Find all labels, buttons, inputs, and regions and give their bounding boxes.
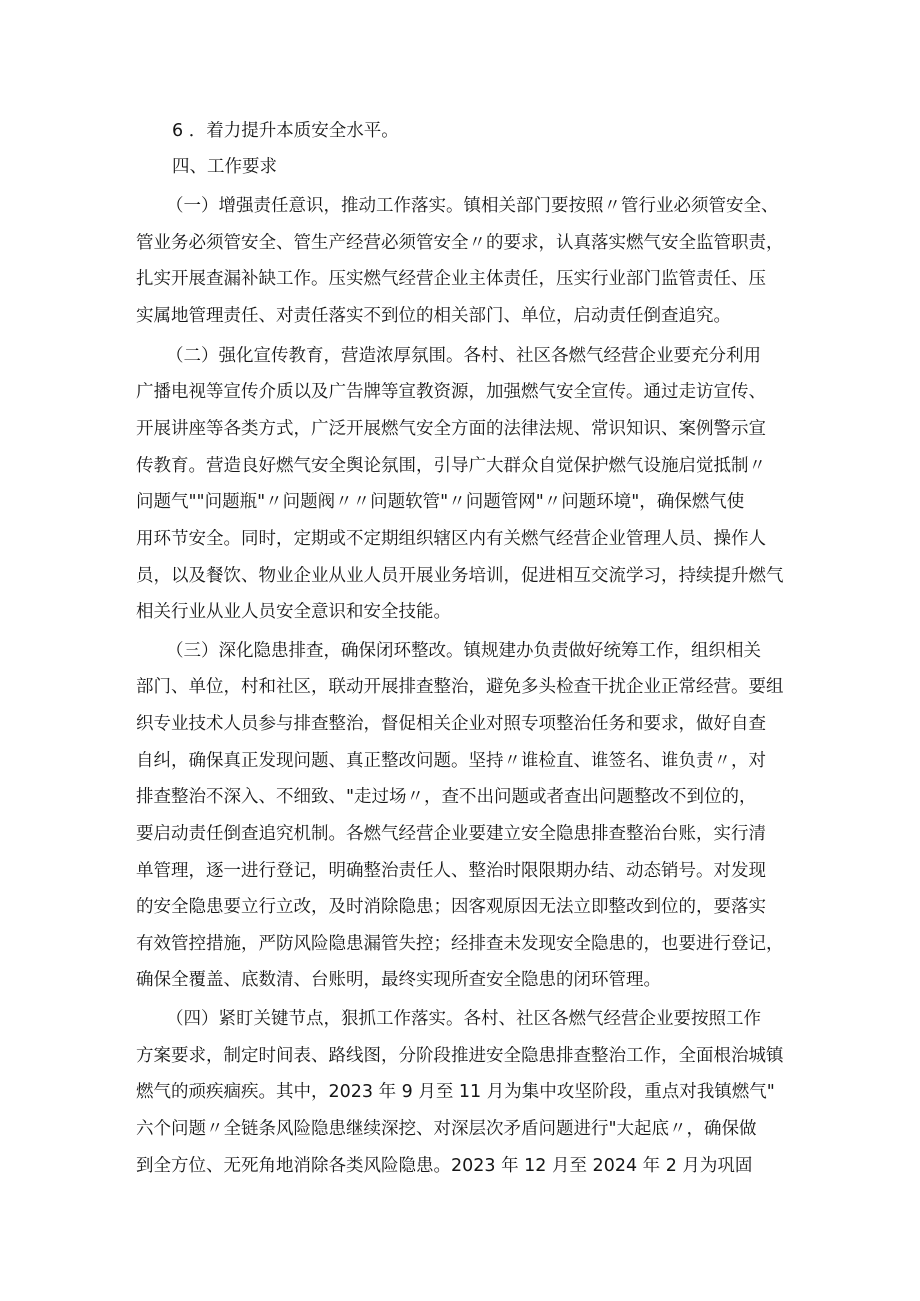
text-line	[0, 857, 920, 885]
text-line	[0, 893, 920, 921]
text-line	[0, 637, 920, 665]
text-line	[0, 415, 920, 443]
text-line-content: 6 ．着力提升本质安全水平。	[172, 121, 399, 141]
text-line	[0, 525, 920, 553]
text-line	[0, 562, 920, 590]
text-line-content: 方案要求，制定时间表、路线图，分阶段推进安全隐患排查整治工作，全面根治城镇	[136, 1046, 784, 1066]
text-line-content: 广播电视等宣传介质以及广告牌等宣教资源，加强燃气安全宣传。通过走访宣传、	[136, 382, 766, 402]
text-line	[0, 1005, 920, 1033]
text-line	[0, 710, 920, 738]
text-line-content: 燃气的顽疾痼疾。其中，2023 年 9 月至 11 月为集中攻坚阶段，重点对我镇燃气"	[136, 1082, 775, 1102]
text-line-content: 织专业技术人员参与排查整治，督促相关企业对照专项整治任务和要求，做好自查	[136, 714, 766, 734]
text-line-content: 排查整治不深入、不细致、"走过场〃，查不出问题或者查出问题整改不到位的，	[136, 787, 757, 807]
text-line	[0, 783, 920, 811]
text-line-content: （三）深化隐患排查，确保闭环整改。镇规建办负责做好统筹工作，组织相关	[166, 641, 761, 661]
text-line	[0, 452, 920, 480]
text-line	[0, 930, 920, 958]
text-line-content: 管业务必须管安全、管生产经营必须管安全〃的要求，认真落实燃气安全监管职责，	[136, 233, 784, 253]
text-line	[0, 117, 920, 145]
text-line-content: 传教育。营造良好燃气安全舆论氛围，引导广大群众自觉保护燃气设施启觉抵制〃	[136, 456, 766, 476]
text-line	[0, 378, 920, 406]
text-line	[0, 192, 920, 220]
text-line-content: （四）紧盯关键节点，狠抓工作落实。各村、社区各燃气经营企业要按照工作	[166, 1009, 761, 1029]
text-line	[0, 820, 920, 848]
text-line-content: 开展讲座等各类方式，广泛开展燃气安全方面的法律法规、常识知识、案例警示宣	[136, 419, 766, 439]
text-line-content: 部门、单位，村和社区，联动开展排查整治，避免多头检查干扰企业正常经营。要组	[136, 677, 784, 697]
text-line-content: 确保全覆盖、底数清、台账明，最终实现所查安全隐患的闭环管理。	[136, 970, 661, 990]
text-line-content: 自纠，确保真正发现问题、真正整改问题。坚持〃谁检直、谁签名、谁负责〃，对	[136, 751, 766, 771]
text-line-content: 相关行业从业人员安全意识和安全技能。	[136, 602, 451, 622]
section-heading	[0, 153, 920, 181]
text-line-content: 有效管控措施，严防风险隐患漏管失控；经排查未发现安全隐患的，也要进行登记，	[136, 934, 784, 954]
text-line	[0, 673, 920, 701]
text-line-content: 问题气""问题瓶"〃问题阀〃〃问题软管"〃问题管网"〃问题环境"，确保燃气使	[136, 492, 745, 512]
text-line-content: 单管理，逐一进行登记，明确整治责任人、整治时限限期办结、动态销号。对发现	[136, 861, 766, 881]
text-line-content: 实属地管理责任、对责任落实不到位的相关部门、单位，启动责任倒查追究。	[136, 306, 731, 326]
text-line-content: （二）强化宣传教育，营造浓厚氛围。各村、社区各燃气经营企业要充分利用	[166, 346, 761, 366]
text-line-content: 到全方位、无死角地消除各类风险隐患。2023 年 12 月至 2024 年 2 月为巩固	[136, 1156, 753, 1176]
text-line-content: 要启动责任倒查追究机制。各燃气经营企业要建立安全隐患排查整治台账，实行清	[136, 824, 766, 844]
section-heading-text: 四、工作要求	[172, 157, 277, 177]
text-line	[0, 265, 920, 293]
text-line	[0, 1115, 920, 1143]
text-line-content: 六个问题〃全链条风险隐患继续深挖、对深层次矛盾问题进行"大起底〃，确保做	[136, 1119, 757, 1139]
text-line	[0, 1042, 920, 1070]
text-line-content: 员，以及餐饮、物业企业从业人员开展业务培训，促进相互交流学习，持续提升燃气	[136, 566, 784, 586]
text-line	[0, 488, 920, 516]
text-line	[0, 1152, 920, 1180]
text-line-content: 的安全隐患要立行立改，及时消除隐患；因客观原因无法立即整改到位的，要落实	[136, 897, 766, 917]
text-line-content: （一）增强责任意识，推动工作落实。镇相关部门要按照〃管行业必须管安全、	[166, 196, 779, 216]
text-line	[0, 966, 920, 994]
text-line	[0, 1078, 920, 1106]
text-line	[0, 747, 920, 775]
text-line	[0, 342, 920, 370]
text-line-content: 扎实开展查漏补缺工作。压实燃气经营企业主体责任，压实行业部门监管责任、压	[136, 269, 766, 289]
text-line	[0, 229, 920, 257]
text-line-content: 用环节安全。同时，定期或不定期组织辖区内有关燃气经营企业管理人员、操作人	[136, 529, 766, 549]
text-line	[0, 302, 920, 330]
text-line	[0, 598, 920, 626]
